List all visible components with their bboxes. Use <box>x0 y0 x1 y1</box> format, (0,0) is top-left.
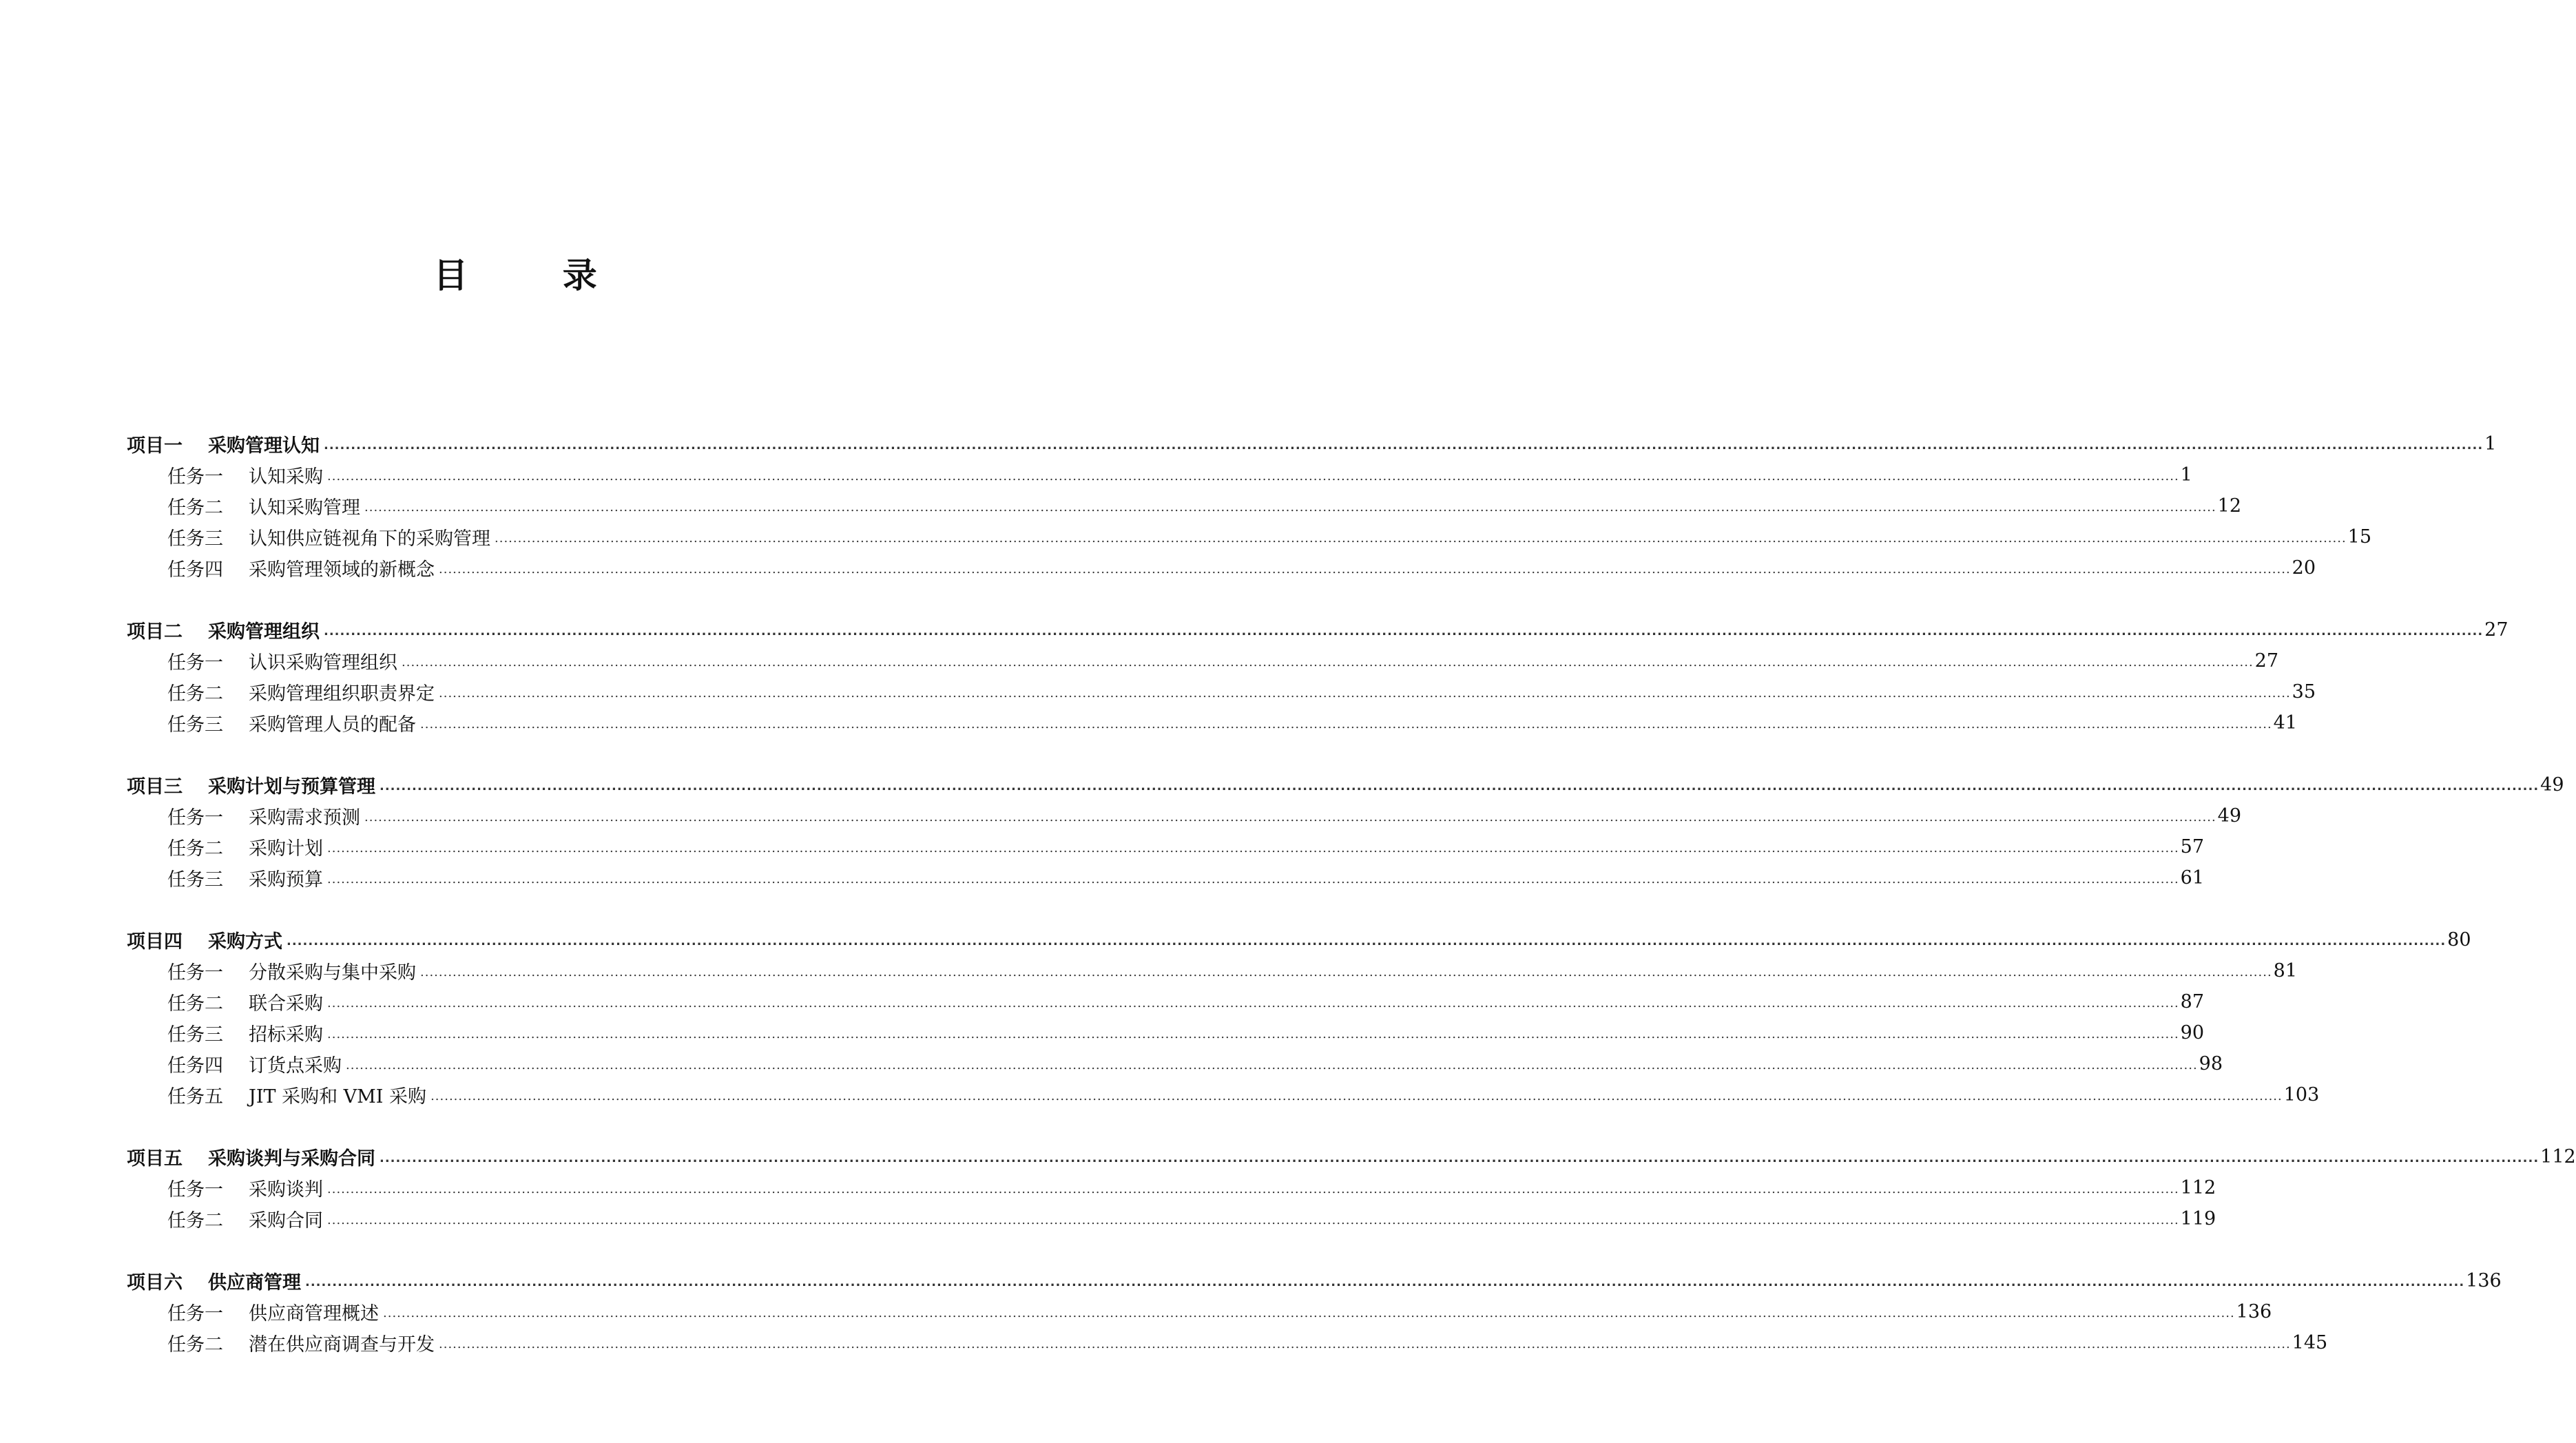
toc-task-entry-title: 潜在供应商调查与开发 <box>249 1334 435 1356</box>
toc-task-entry-number: 任务二 <box>167 1210 223 1232</box>
toc-task-entry-number: 任务三 <box>167 1024 223 1046</box>
toc-task-entry-number: 任务二 <box>167 993 223 1015</box>
toc-task-entry-title: 采购预算 <box>249 869 323 891</box>
toc-project-entry-page-number: 112 <box>2540 1146 2576 1167</box>
toc-task-entry-page-number: 145 <box>2292 1332 2328 1353</box>
toc-project-entry-number: 项目二 <box>127 621 183 643</box>
toc-task-entry[interactable] <box>0 955 2298 986</box>
toc-task-entry-label <box>167 1081 426 1108</box>
toc-task-entry-label <box>167 1019 323 1046</box>
toc-task-entry-number: 任务三 <box>167 869 223 891</box>
toc-task-entry-number: 任务三 <box>167 528 223 550</box>
toc-task-entry-label <box>167 864 323 891</box>
toc-task-entry[interactable] <box>0 1079 2320 1110</box>
dot-leader: ................................................................................................................................................................................................................................................................................................................................................................................................................ <box>383 1306 2235 1320</box>
dot-leader: ................................................................................................................................................................................................................................................................................................................................................................................................................ <box>380 779 2539 793</box>
toc-task-entry-number: 任务四 <box>167 1055 223 1077</box>
toc-task-entry-page-number: 41 <box>2273 712 2298 734</box>
dot-leader: ................................................................................................................................................................................................................................................................................................................................................................................................................ <box>324 624 2484 639</box>
toc-task-entry-page-number: 1 <box>2180 464 2192 486</box>
toc-task-entry-page-number: 12 <box>2217 495 2242 517</box>
toc-task-entry-page-number: 87 <box>2180 991 2205 1013</box>
toc-task-entry-page-number: 119 <box>2180 1208 2216 1229</box>
dot-leader: ................................................................................................................................................................................................................................................................................................................................................................................................................ <box>420 965 2272 979</box>
toc-task-entry-title: 采购管理人员的配备 <box>249 714 416 736</box>
table-of-contents <box>0 428 2576 1389</box>
toc-project-entry-number: 项目五 <box>127 1148 183 1170</box>
toc-task-entry[interactable] <box>0 490 2242 521</box>
dot-leader: ................................................................................................................................................................................................................................................................................................................................................................................................................ <box>327 996 2179 1010</box>
toc-project-entry-number: 项目一 <box>127 435 183 457</box>
toc-project-entry-title: 采购管理组织 <box>208 621 320 643</box>
toc-task-entry[interactable] <box>0 1203 2216 1234</box>
toc-task-entry-number: 任务二 <box>167 683 223 705</box>
dot-leader: ................................................................................................................................................................................................................................................................................................................................................................................................................ <box>327 872 2179 886</box>
toc-task-entry-title: 采购需求预测 <box>249 807 360 829</box>
toc-task-entry[interactable] <box>0 1017 2205 1048</box>
toc-project-entry-title: 采购谈判与采购合同 <box>208 1148 375 1170</box>
toc-task-entry-label <box>167 678 435 705</box>
toc-task-entry-title: 采购管理组织职责界定 <box>249 683 435 705</box>
toc-task-entry[interactable] <box>0 1296 2272 1327</box>
toc-task-entry-label <box>167 709 416 736</box>
toc-task-entry-title: 供应商管理概述 <box>249 1303 379 1325</box>
toc-project-group <box>0 428 2497 583</box>
toc-task-entry[interactable] <box>0 552 2316 583</box>
toc-task-entry-title: JIT 采购和 VMI 采购 <box>249 1086 427 1108</box>
dot-leader: ................................................................................................................................................................................................................................................................................................................................................................................................................ <box>305 1275 2465 1289</box>
toc-project-entry-title: 采购计划与预算管理 <box>208 776 375 798</box>
toc-project-group <box>0 1265 2502 1358</box>
toc-project-entry[interactable] <box>0 1141 2576 1172</box>
dot-leader: ................................................................................................................................................................................................................................................................................................................................................................................................................ <box>439 1337 2291 1351</box>
toc-task-entry-page-number: 49 <box>2217 805 2242 827</box>
toc-task-entry-title: 认知采购管理 <box>249 497 360 519</box>
toc-task-entry[interactable] <box>0 986 2205 1017</box>
toc-project-entry[interactable] <box>0 428 2497 459</box>
toc-task-entry-label <box>167 647 397 674</box>
toc-task-entry-title: 认识采购管理组织 <box>249 652 397 674</box>
toc-project-entry[interactable] <box>0 1265 2502 1296</box>
toc-project-entry-label <box>127 1143 375 1170</box>
dot-leader: ................................................................................................................................................................................................................................................................................................................................................................................................................ <box>380 1151 2539 1165</box>
toc-task-entry-label <box>167 957 416 984</box>
dot-leader: ................................................................................................................................................................................................................................................................................................................................................................................................................ <box>430 1089 2283 1103</box>
page-title: 目 录 <box>433 256 638 295</box>
toc-task-entry-title: 招标采购 <box>249 1024 323 1046</box>
toc-task-entry-number: 任务一 <box>167 652 223 674</box>
dot-leader: ................................................................................................................................................................................................................................................................................................................................................................................................................ <box>327 469 2179 484</box>
toc-task-entry[interactable] <box>0 676 2316 707</box>
dot-leader: ................................................................................................................................................................................................................................................................................................................................................................................................................ <box>327 841 2179 855</box>
toc-task-entry-title: 认知采购 <box>249 466 323 488</box>
toc-task-entry-number: 任务二 <box>167 497 223 519</box>
toc-task-entry-label <box>167 1298 379 1325</box>
toc-task-entry-page-number: 15 <box>2347 526 2372 548</box>
toc-project-group <box>0 1141 2576 1234</box>
toc-task-entry-title: 认知供应链视角下的采购管理 <box>249 528 490 550</box>
toc-task-entry-page-number: 35 <box>2292 681 2316 703</box>
dot-leader: ................................................................................................................................................................................................................................................................................................................................................................................................................ <box>364 500 2216 515</box>
toc-task-entry-title: 采购谈判 <box>249 1179 323 1201</box>
toc-task-entry-number: 任务五 <box>167 1086 223 1108</box>
toc-task-entry-label <box>167 554 435 581</box>
toc-project-entry-title: 供应商管理 <box>208 1272 301 1294</box>
dot-leader: ................................................................................................................................................................................................................................................................................................................................................................................................................ <box>402 655 2254 669</box>
toc-project-group <box>0 769 2564 893</box>
toc-task-entry-number: 任务一 <box>167 1303 223 1325</box>
toc-project-entry-page-number: 136 <box>2466 1270 2502 1291</box>
toc-task-entry-title: 采购管理领域的新概念 <box>249 559 435 581</box>
toc-task-entry-number: 任务一 <box>167 466 223 488</box>
toc-task-entry-title: 联合采购 <box>249 993 323 1015</box>
toc-task-entry-page-number: 81 <box>2273 960 2298 982</box>
toc-task-entry-page-number: 20 <box>2292 557 2316 579</box>
dot-leader: ................................................................................................................................................................................................................................................................................................................................................................................................................ <box>287 934 2447 948</box>
dot-leader: ................................................................................................................................................................................................................................................................................................................................................................................................................ <box>439 686 2291 700</box>
toc-task-entry-page-number: 61 <box>2180 867 2205 889</box>
toc-task-entry-number: 任务二 <box>167 1334 223 1356</box>
dot-leader: ................................................................................................................................................................................................................................................................................................................................................................................................................ <box>346 1058 2198 1072</box>
toc-task-entry-label <box>167 1205 323 1232</box>
toc-task-entry-page-number: 136 <box>2236 1301 2272 1322</box>
toc-task-entry-page-number: 27 <box>2254 650 2279 672</box>
toc-project-entry-page-number: 49 <box>2540 774 2564 796</box>
toc-task-entry-label <box>167 802 360 829</box>
toc-task-entry-title: 分散采购与集中采购 <box>249 962 416 984</box>
toc-project-entry[interactable] <box>0 614 2509 645</box>
toc-task-entry[interactable] <box>0 1048 2223 1079</box>
toc-task-entry[interactable] <box>0 521 2372 552</box>
toc-task-entry-label <box>167 833 323 860</box>
toc-task-entry-title: 采购合同 <box>249 1210 323 1232</box>
toc-task-entry-label <box>167 1329 435 1356</box>
toc-task-entry[interactable] <box>0 645 2279 676</box>
toc-project-entry-page-number: 27 <box>2484 619 2509 641</box>
toc-task-entry-label <box>167 461 323 488</box>
dot-leader: ................................................................................................................................................................................................................................................................................................................................................................................................................ <box>324 438 2484 453</box>
toc-task-entry-number: 任务一 <box>167 962 223 984</box>
toc-task-entry[interactable] <box>0 862 2205 893</box>
toc-task-entry-label <box>167 523 490 550</box>
toc-task-entry-page-number: 98 <box>2199 1053 2223 1075</box>
toc-project-entry-number: 项目三 <box>127 776 183 798</box>
dot-leader: ................................................................................................................................................................................................................................................................................................................................................................................................................ <box>420 717 2272 731</box>
toc-project-entry-title: 采购方式 <box>208 931 282 953</box>
toc-task-entry-label <box>167 988 323 1015</box>
toc-project-entry-number: 项目六 <box>127 1272 183 1294</box>
toc-task-entry-page-number: 103 <box>2283 1084 2320 1105</box>
toc-task-entry[interactable] <box>0 707 2298 738</box>
toc-task-entry-title: 采购计划 <box>249 838 323 860</box>
toc-task-entry-page-number: 112 <box>2180 1177 2216 1198</box>
toc-task-entry[interactable] <box>0 1172 2216 1203</box>
toc-project-entry[interactable] <box>0 769 2564 800</box>
dot-leader: ................................................................................................................................................................................................................................................................................................................................................................................................................ <box>364 810 2216 824</box>
toc-project-group <box>0 924 2471 1110</box>
toc-project-entry-label <box>127 771 375 798</box>
toc-task-entry-title: 订货点采购 <box>249 1055 342 1077</box>
toc-project-entry-number: 项目四 <box>127 931 183 953</box>
toc-task-entry-number: 任务一 <box>167 1179 223 1201</box>
dot-leader: ................................................................................................................................................................................................................................................................................................................................................................................................................ <box>439 562 2291 577</box>
toc-task-entry[interactable] <box>0 800 2242 831</box>
dot-leader: ................................................................................................................................................................................................................................................................................................................................................................................................................ <box>327 1182 2179 1196</box>
toc-task-entry-label <box>167 1174 323 1201</box>
toc-project-entry-title: 采购管理认知 <box>208 435 320 457</box>
toc-task-entry-number: 任务一 <box>167 807 223 829</box>
toc-task-entry[interactable] <box>0 459 2192 490</box>
toc-project-entry-label <box>127 1267 301 1294</box>
dot-leader: ................................................................................................................................................................................................................................................................................................................................................................................................................ <box>495 531 2347 546</box>
toc-task-entry-label <box>167 492 360 519</box>
toc-task-entry-label <box>167 1050 342 1077</box>
dot-leader: ................................................................................................................................................................................................................................................................................................................................................................................................................ <box>327 1213 2179 1227</box>
toc-task-entry-number: 任务三 <box>167 714 223 736</box>
toc-project-group <box>0 614 2509 738</box>
toc-project-entry-label <box>127 430 320 457</box>
toc-task-entry[interactable] <box>0 831 2205 862</box>
toc-task-entry[interactable] <box>0 1327 2328 1358</box>
toc-project-entry[interactable] <box>0 924 2471 955</box>
toc-task-entry-page-number: 90 <box>2180 1022 2205 1044</box>
toc-task-entry-number: 任务四 <box>167 559 223 581</box>
dot-leader: ................................................................................................................................................................................................................................................................................................................................................................................................................ <box>327 1027 2179 1041</box>
toc-task-entry-number: 任务二 <box>167 838 223 860</box>
toc-project-entry-label <box>127 926 282 953</box>
toc-task-entry-page-number: 57 <box>2180 836 2205 858</box>
toc-project-entry-label <box>127 616 320 643</box>
toc-project-entry-page-number: 80 <box>2447 929 2471 951</box>
toc-project-entry-page-number: 1 <box>2484 433 2497 455</box>
